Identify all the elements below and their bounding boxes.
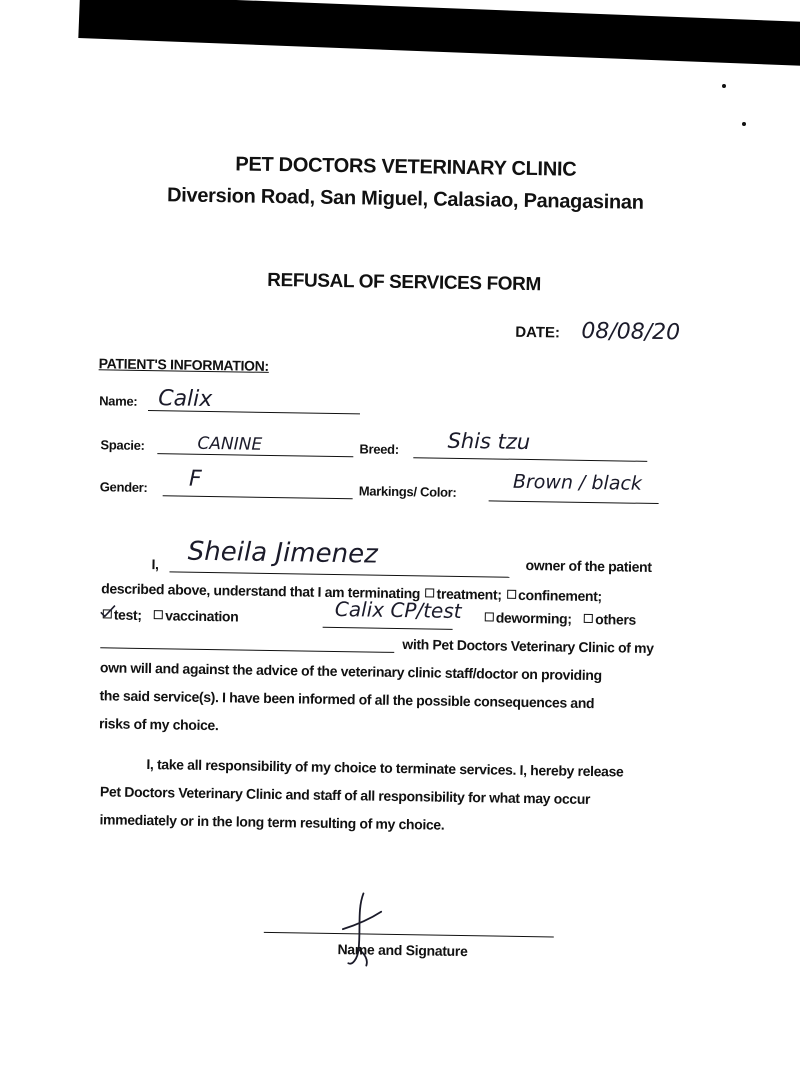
date-label: DATE: — [515, 323, 561, 342]
responsibility-line2: Pet Doctors Veterinary Clinic and staff of all responsibility for what may occur — [99, 783, 591, 808]
statement-line4: with Pet Doctors Veterinary Clinic of my — [402, 636, 654, 656]
species-value[interactable]: CANINE — [197, 433, 263, 455]
markings-value[interactable]: Brown / black — [512, 470, 643, 495]
statement-line3 — [101, 606, 239, 624]
handwritten-service-note[interactable]: Calix CP/test — [334, 596, 462, 623]
markings-underline — [489, 500, 659, 504]
vaccination-label: vaccination — [165, 607, 239, 625]
patient-info-heading: PATIENT'S INFORMATION: — [98, 355, 270, 374]
test-checkbox[interactable] — [103, 609, 112, 618]
form-title: REFUSAL OF SERVICES FORM — [267, 269, 542, 296]
markings-label: Markings/ Color: — [358, 483, 457, 500]
species-label: Spacie: — [100, 437, 145, 453]
test-label: test; — [113, 606, 142, 623]
breed-underline — [413, 457, 647, 462]
others-label: others — [595, 611, 637, 628]
statement-prefix: I, — [151, 556, 159, 573]
others-underline — [100, 647, 394, 653]
confinement-checkbox[interactable] — [507, 590, 516, 599]
gender-value[interactable]: F — [188, 466, 202, 492]
statement-line2-text: described above, understand that I am terminating — [101, 580, 421, 602]
treatment-checkbox[interactable] — [426, 588, 435, 597]
vaccination-checkbox[interactable] — [154, 610, 163, 619]
gender-label: Gender: — [99, 479, 148, 496]
confinement-label: confinement; — [518, 586, 602, 605]
statement-line5: own will and against the advice of the veterinary clinic staff/doctor on providing — [99, 659, 602, 684]
gender-underline — [163, 495, 353, 499]
service-underline — [323, 627, 453, 630]
others-checkbox[interactable] — [584, 614, 593, 623]
check-mark-icon — [100, 604, 116, 618]
responsibility-line1: I, take all responsibility of my choice to terminate services. I, hereby release — [146, 756, 624, 780]
statement-line7: risks of my choice. — [98, 715, 219, 734]
signature-underline — [264, 932, 554, 938]
deworming-label: deworming; — [495, 609, 572, 627]
breed-label: Breed: — [359, 441, 399, 457]
statement-line1-suffix: owner of the patient — [525, 556, 652, 575]
owner-underline — [169, 571, 509, 577]
signature-label: Name and Signature — [337, 941, 468, 960]
deworming-checkbox[interactable] — [485, 612, 494, 621]
name-label: Name: — [99, 393, 138, 409]
statement-line3-end — [483, 609, 636, 627]
clinic-address: Diversion Road, San Miguel, Calasiao, Panagasinan — [166, 184, 644, 214]
name-value[interactable]: Calix — [157, 386, 213, 413]
breed-value[interactable]: Shis tzu — [447, 428, 531, 455]
treatment-label: treatment; — [436, 585, 502, 603]
date-value[interactable]: 08/08/20 — [581, 318, 681, 346]
clinic-name: PET DOCTORS VETERINARY CLINIC — [235, 153, 577, 181]
statement-line6: the said service(s). I have been informed of all the possible consequences and — [99, 687, 595, 712]
responsibility-line3: immediately or in the long term resulting of my choice. — [99, 811, 445, 833]
owner-name[interactable]: Sheila Jimenez — [187, 536, 378, 570]
